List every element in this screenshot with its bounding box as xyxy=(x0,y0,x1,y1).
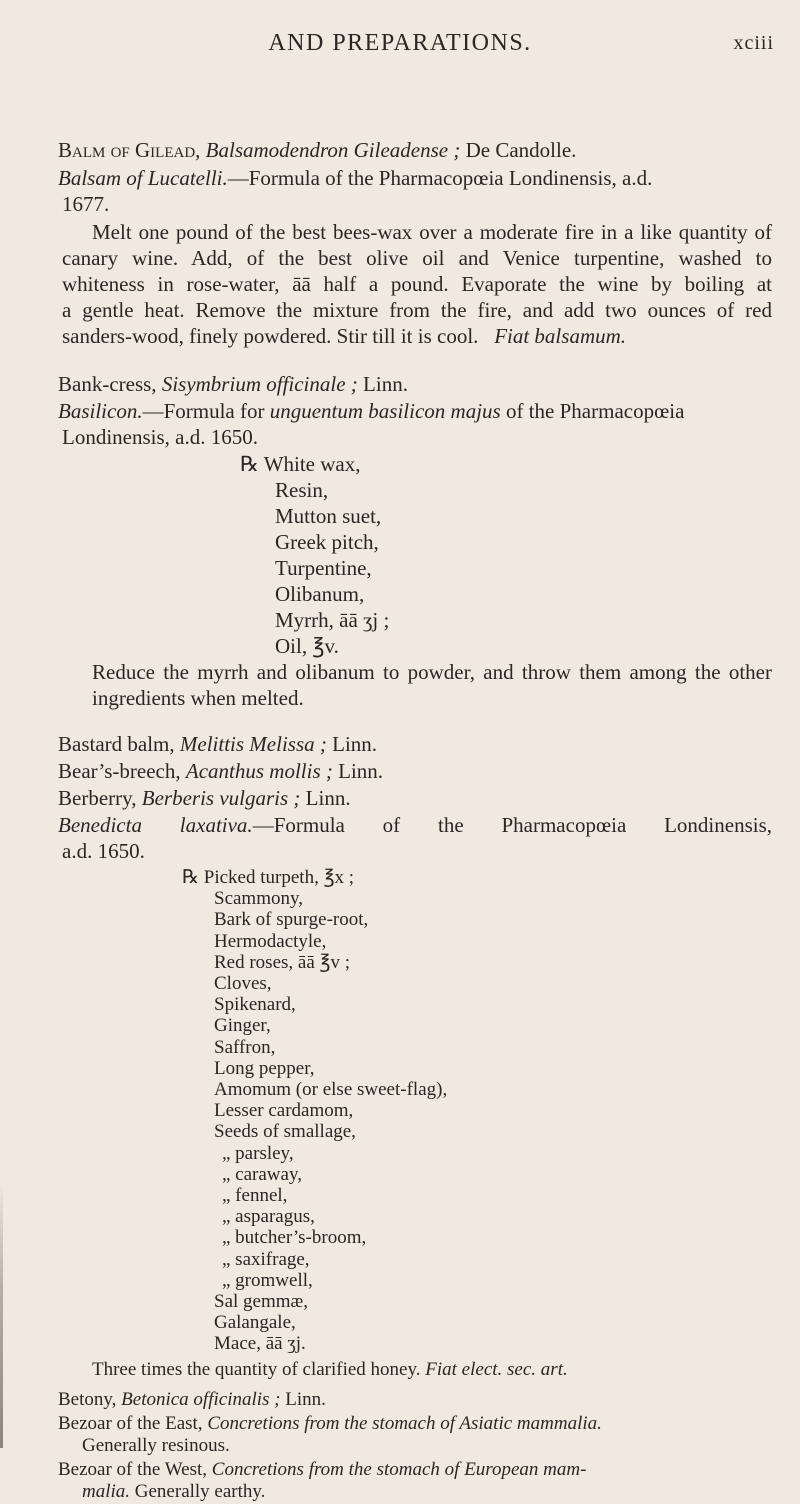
recipe-item: Resin, xyxy=(275,478,329,502)
entry-basilicon: Basilicon.—Formula for unguentum basilicon majus of the Pharmacopœia xyxy=(58,399,685,423)
entry-bezoar-west-part: Concretions from the stomach of European mam- xyxy=(207,1458,587,1480)
page-title: AND PREPARATIONS. xyxy=(268,30,532,56)
recipe-item: „ saxifrage, xyxy=(222,1248,310,1270)
basilicon-instruction: Reduce the myrrh and olibanum to powder, and throw them among the other xyxy=(92,660,772,684)
recipe-item: Ginger, xyxy=(214,1015,271,1037)
benedicta-instruction xyxy=(92,1358,568,1382)
entry-bastard-balm: Bastard balm, Melittis Melissa ; Linn. xyxy=(58,732,378,756)
page-number: xciii xyxy=(733,32,774,54)
recipe-item: Myrrh, āā ʒj ; xyxy=(275,608,390,632)
entry-bezoar-west-cont-part: Generally earthy. xyxy=(130,1480,266,1502)
entry-balsam-of-lucatelli: Balsam of Lucatelli.—Formula of the Pharmacopœia Londinensis, a.d. xyxy=(58,166,653,190)
entry-benedicta-year: a.d. 1650. xyxy=(62,839,145,863)
entry-bezoar-west xyxy=(58,1458,586,1482)
entry-bezoar-west-cont-part: malia. xyxy=(82,1480,131,1502)
recipe-item: Saffron, xyxy=(214,1036,276,1058)
entry-bezoar-west-part: Bezoar of the West, xyxy=(58,1458,208,1480)
recipe-item: Mace, āā ʒj. xyxy=(214,1333,306,1355)
recipe-item: „ caraway, xyxy=(222,1163,302,1185)
recipe-item: Seeds of smallage, xyxy=(214,1121,356,1143)
entry-basilicon-year: Londinensis, a.d. 1650. xyxy=(62,425,258,449)
recipe-item: „ parsley, xyxy=(222,1142,294,1164)
entry-bezoar-east-part: Bezoar of the East, xyxy=(58,1412,203,1434)
entry-bezoar-east-part: Concretions from the stomach of Asiatic mammalia. xyxy=(202,1412,602,1434)
recipe-item: ℞ White wax, xyxy=(240,452,361,476)
recipe-item: Greek pitch, xyxy=(275,530,379,554)
recipe-item: Galangale, xyxy=(214,1312,296,1334)
entry-bezoar-east-cont xyxy=(82,1434,230,1458)
recipe-item: Long pepper, xyxy=(214,1057,315,1079)
entry-bears-breech: Bear’s-breech, Acanthus mollis ; Linn. xyxy=(58,759,384,783)
recipe-item: Scammony, xyxy=(214,888,304,910)
entry-bank-cress: Bank-cress, Sisymbrium officinale ; Linn. xyxy=(58,372,408,396)
recipe-item: Turpentine, xyxy=(275,556,372,580)
recipe-item: Olibanum, xyxy=(275,582,365,606)
recipe-item: Amomum (or else sweet-flag), xyxy=(214,1079,448,1100)
recipe-item: Lesser cardamom, xyxy=(214,1100,354,1122)
recipe-item: „ butcher’s-broom, xyxy=(222,1227,367,1249)
balsam-paragraph-line: Melt one pound of the best bees-wax over a moderate fire in a like quantity of xyxy=(92,220,772,244)
recipe-item: Mutton suet, xyxy=(275,504,382,528)
recipe-item: Spikenard, xyxy=(214,994,296,1016)
entry-berberry: Berberry, Berberis vulgaris ; Linn. xyxy=(58,786,351,810)
running-header xyxy=(0,30,800,60)
recipe-item: „ gromwell, xyxy=(222,1269,313,1291)
recipe-item: Cloves, xyxy=(214,973,272,994)
entry-bezoar-east xyxy=(58,1412,602,1436)
recipe-item: Bark of spurge-root, xyxy=(214,909,369,931)
entry-bezoar-west-cont xyxy=(82,1480,265,1504)
benedicta-instruction-part: Fiat elect. sec. art. xyxy=(420,1358,568,1380)
balsam-paragraph-line: whiteness in rose-water, āā half a pound. Evaporate the wine by boiling at xyxy=(62,272,772,296)
entry-bezoar-east-cont-part: Generally resinous. xyxy=(82,1434,230,1456)
entry-betony-part: Betonica officinalis ; xyxy=(116,1388,281,1410)
entry-betony-part: Linn. xyxy=(280,1388,326,1410)
entry-balsam-year: 1677. xyxy=(62,192,110,216)
page-edge-shadow xyxy=(0,1180,3,1448)
recipe-item: Sal gemmæ, xyxy=(214,1291,308,1312)
entry-betony-part: Betony, xyxy=(58,1388,117,1410)
balsam-paragraph-line: a gentle heat. Remove the mixture from the fire, and add two ounces of red xyxy=(62,298,772,322)
recipe-item: Hermodactyle, xyxy=(214,930,327,952)
basilicon-instruction: ingredients when melted. xyxy=(92,686,304,710)
entry-betony xyxy=(58,1388,326,1412)
entry-benedicta-laxativa: Benedicta laxativa.—Formula of the Pharmacopœia Londinensis, xyxy=(58,813,773,837)
recipe-item: Red roses, āā ℥v ; xyxy=(214,951,351,973)
recipe-item: „ fennel, xyxy=(222,1185,288,1206)
recipe-item: Oil, ℥v. xyxy=(275,634,339,658)
balsam-paragraph-line: sanders-wood, finely powdered. Stir till it is cool. Fiat balsamum. xyxy=(62,324,627,348)
recipe-item: „ asparagus, xyxy=(222,1206,315,1228)
recipe-item: ℞ Picked turpeth, ℥x ; xyxy=(182,867,355,888)
entry-balm-of-gilead: Balm of Gilead, Balsamodendron Gileadense ; De Candolle. xyxy=(58,138,577,162)
balsam-paragraph-line: canary wine. Add, of the best olive oil and Venice turpentine, washed to xyxy=(62,246,772,270)
benedicta-instruction-part: Three times the quantity of clarified honey. xyxy=(92,1358,421,1380)
